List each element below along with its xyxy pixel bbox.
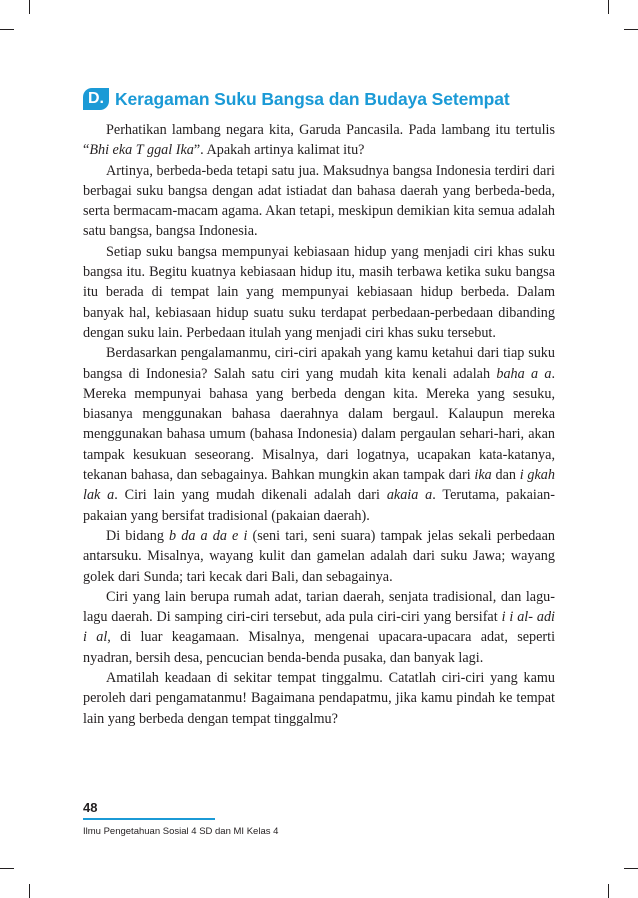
page-content	[83, 84, 555, 729]
footer-rule	[83, 818, 215, 820]
italic-term: baha a a	[496, 365, 552, 382]
text-run: Artinya, berbeda-beda tetapi satu jua. Maksudnya bangsa Indonesia terdiri dari berbagai suku bangsa dengan adat istiadat dan bahasa daerah yang berbeda-beda, serta bermacam-macam agama. Akan tetapi, meskipun demikian kita semua adalah satu bangsa, bangsa Indonesia.	[83, 162, 555, 240]
text-run: Setiap suku bangsa mempunyai kebiasaan hidup yang menjadi ciri khas suku bangsa itu. Begitu kuatnya kebiasaan hidup itu, masih terbawa ketika suku bangsa itu berada di tempat lain yang mempunyai kebiasaan hidup berbeda. Dalam banyak hal, kebiasaan hidup suatu suku terdapat perbedaan-perbedaan dibanding dengan suku lain. Perbedaan itulah yang menjadi ciri khas suku tersebut.	[83, 243, 555, 341]
text-run: ”. Apakah artinya kalimat itu?	[193, 142, 365, 159]
italic-term: Bhi eka T ggal Ika	[89, 142, 194, 159]
text-run: . Mereka mempunyai bahasa yang berbeda dengan kita. Mereka yang sesuku, biasanya menggunakan bahasa daerahnya dalam bergaul. Kalaupun mereka menggunakan bahasa umum (bahasa Indonesia) dalam pergaulan sehari-hari, akan tampak kesukuan seseorang. Misalnya, dari logatnya, ucapakan kata-katanya, tekanan bahasa, dan sebagainya. Bahkan mungkin akan tampak dari	[83, 365, 556, 484]
text-run: . Ciri lain yang mudah dikenali adalah dari	[114, 487, 387, 504]
crop-mark-top-left-v	[29, 0, 30, 14]
crop-mark-top-right-h	[624, 29, 638, 30]
crop-mark-bottom-left-h	[0, 868, 14, 869]
paragraph	[83, 161, 555, 242]
text-run: Perhatikan lambang negara kita, Garuda Pancasila. Pada lambang itu tertulis “	[83, 122, 555, 159]
text-run: (seni tari, seni suara) tampak jelas sekali perbedaan antarsuku. Misalnya, wayang kulit dan gamelan adalah dari suku Jawa; wayang golek dari Sunda; tari kecak dari Bali, dan sebagainya.	[83, 527, 555, 585]
text-run: Amatilah keadaan di sekitar tempat tinggalmu. Catatlah ciri-ciri yang kamu peroleh dari pengamatanmu! Bagaimana pendapatmu, jika kamu pindah ke tempat lain yang berbeda dengan tempat tinggalmu?	[83, 670, 555, 727]
section-badge: D.	[83, 88, 109, 110]
crop-mark-bottom-right-h	[624, 868, 638, 869]
crop-mark-bottom-left-v	[29, 884, 30, 898]
italic-term: b da a da e i	[169, 527, 248, 544]
crop-mark-top-left-h	[0, 29, 14, 30]
paragraph	[83, 668, 555, 729]
footer-book-title: Ilmu Pengetahuan Sosial 4 SD dan MI Kelas 4	[83, 826, 279, 837]
text-run: Di bidang	[106, 527, 170, 544]
page-number: 48	[83, 800, 98, 815]
paragraph	[83, 120, 555, 161]
crop-mark-top-right-v	[608, 0, 609, 14]
text-run: dan	[491, 467, 520, 484]
italic-term: i i al- adi i al	[83, 609, 555, 646]
text-run: Berdasarkan pengalamanmu, ciri-ciri apakah yang kamu ketahui dari tiap suku bangsa di Indonesia? Salah satu ciri yang mudah kita kenali adalah	[83, 345, 555, 382]
section-heading	[83, 84, 555, 114]
crop-mark-bottom-right-v	[608, 884, 609, 898]
italic-term: ika	[474, 467, 492, 484]
section-title: Keragaman Suku Bangsa dan Budaya Setempat	[115, 88, 510, 109]
italic-term: akaia a	[386, 487, 433, 504]
paragraph	[83, 526, 555, 587]
italic-term: i gkah lak a	[83, 467, 555, 504]
paragraph	[83, 343, 555, 526]
text-run: , di luar keagamaan. Misalnya, mengenai upacara-upacara adat, seperti nyadran, bersih desa, pencucian benda-benda pusaka, dan banyak lagi.	[83, 629, 556, 666]
paragraph	[83, 242, 555, 343]
text-run: Ciri yang lain berupa rumah adat, tarian daerah, senjata tradisional, dan lagu-lagu daerah. Di samping ciri-ciri tersebut, ada pula ciri-ciri yang bersifat	[83, 588, 555, 626]
paragraph	[83, 587, 555, 668]
body-text	[83, 120, 555, 729]
text-run: . Terutama, pakaian-pakaian yang bersifat tradisional (pakaian daerah).	[83, 487, 555, 524]
